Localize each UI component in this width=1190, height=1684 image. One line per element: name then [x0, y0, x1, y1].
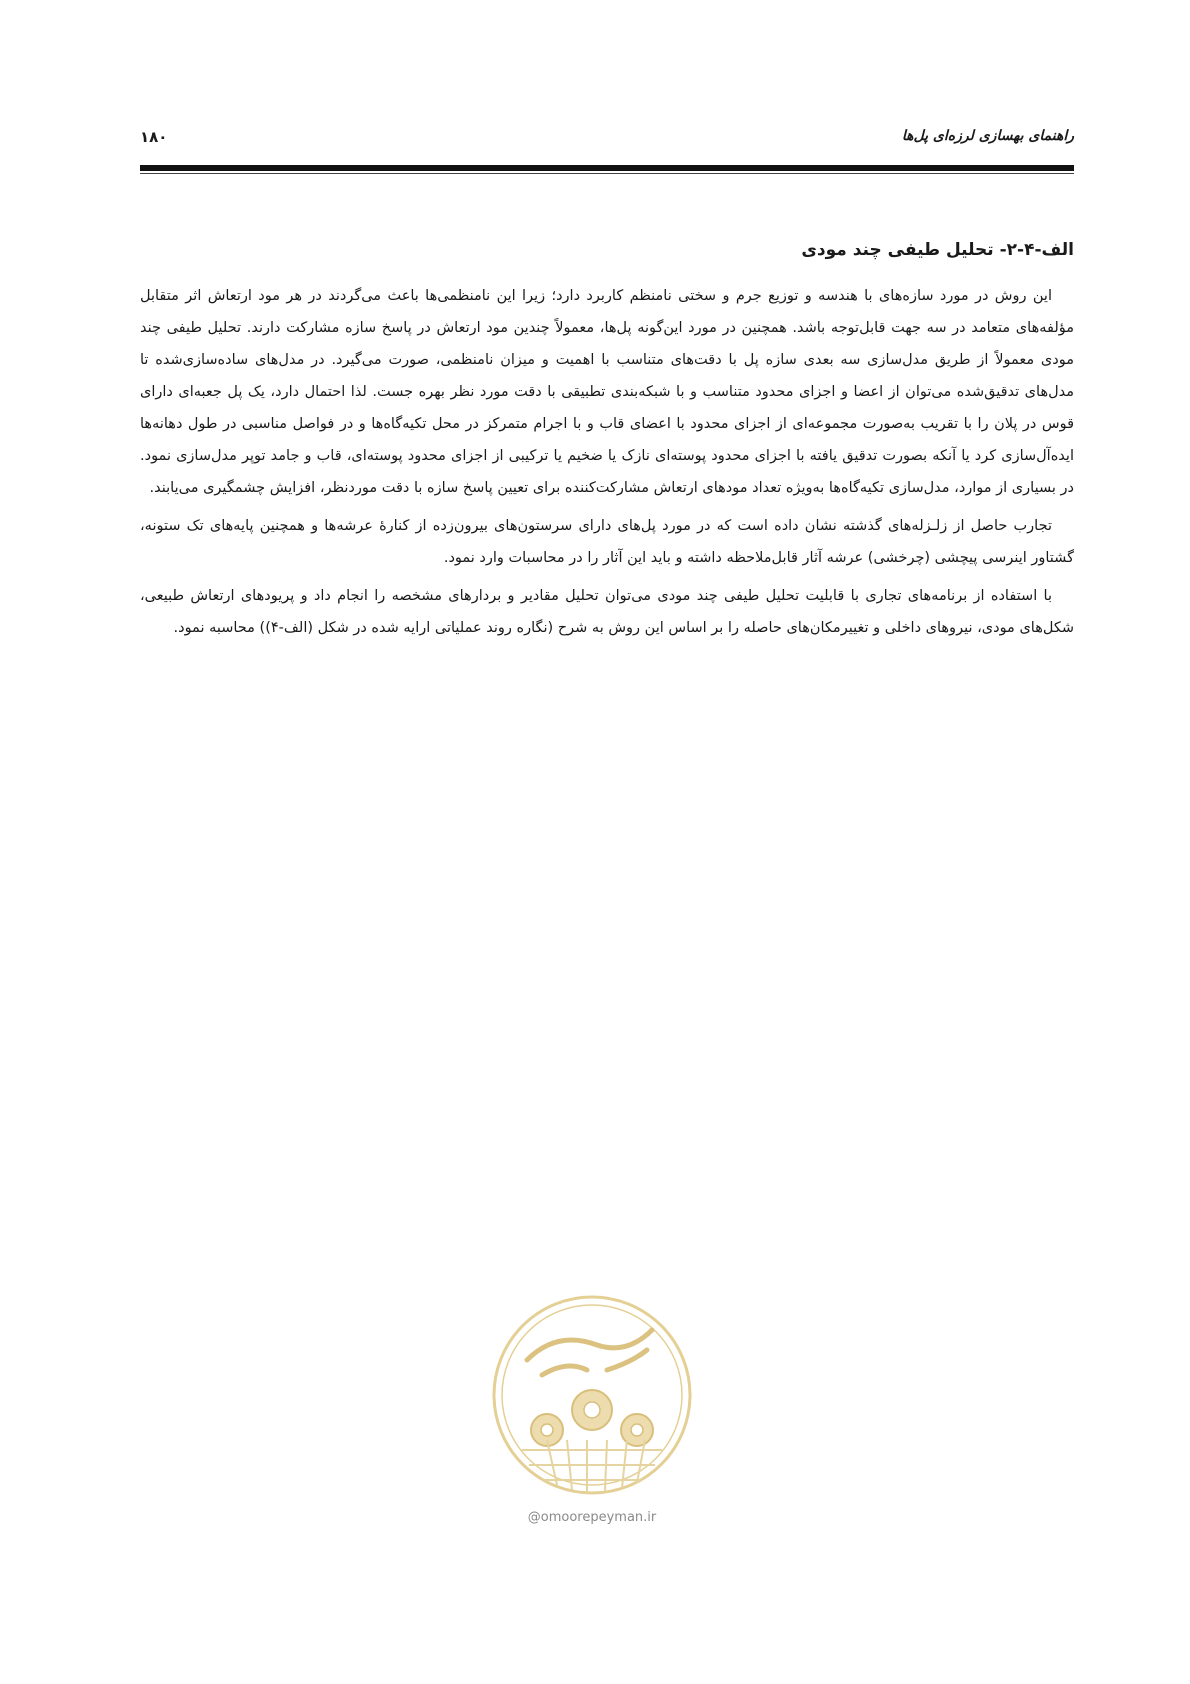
watermark-url: @omoorepeyman.ir	[527, 1510, 657, 1525]
main-content	[140, 238, 1074, 650]
paragraph-2: تجارب حاصل از زلـزله‌های گذشته نشان داده است که در مورد پل‌های دارای سرستون‌های بیرون‌زده از کنارهٔ عرشه‌ها و همچنین پایه‌های تک ستونه، گشتاور اینرسی پیچشی (چرخشی) عرشه آثار قابل‌ملاحظه داشته و باید این آثار را در محاسبات وارد نمود.	[140, 518, 1074, 566]
header-rule	[140, 165, 1074, 171]
page-header	[140, 128, 1074, 156]
section-heading: الف-۴-۲- تحلیل طیفی چند مودی	[801, 240, 1074, 260]
watermark-logo-icon	[487, 1290, 697, 1500]
running-title: راهنمای بهسازی لرزه‌ای پل‌ها	[901, 128, 1074, 144]
header-rule-thin	[140, 173, 1074, 174]
page-number: ۱۸۰	[140, 128, 168, 146]
paragraph-1: این روش در مورد سازه‌های با هندسه و توزیع جرم و سختی نامنظم کاربرد دارد؛ زیرا این نامنظمی‌ها باعث می‌گردند در هر مود ارتعاش اثر متقابل مؤلفه‌های متعامد در سه جهت قابل‌توجه باشد. همچنین در مورد این‌گونه پل‌ها، معمولاً چندین مود ارتعاش در پاسخ سازه مشارکت دارند. تحلیل طیفی چند مودی معمولاً از طریق مدل‌سازی سه بعدی سازه پل با دقت‌های متناسب با اهمیت و میزان نامنظمی، صورت می‌گیرد. در مدل‌های ساده‌سازی‌شده تا مدل‌های تدقیق‌شده می‌توان از اعضا و اجزای محدود متناسب و با شبکه‌بندی تطبیقی با دقت مورد نظر بهره جست. لذا احتمال دارد، یک پل جعبه‌ای دارای قوس در پلان را با تقریب به‌صورت مجموعه‌ای از اجزای محدود با اعضای قاب و با اجرام متمرکز در محل تکیه‌گاه‌ها و در فواصل مناسبی در طول دهانه‌ها ایده‌آل‌سازی کرد یا آنکه بصورت تدقیق یافته با اجزای محدود پوسته‌ای نازک یا ضخیم یا ترکیبی از اجزای محدود پوسته‌ای، قاب و جامد توپر مدل‌سازی نمود. در بسیاری از موارد، مدل‌سازی تکیه‌گاه‌ها به‌ویژه تعداد مودهای ارتعاش مشارکت‌کننده برای تعیین پاسخ سازه با دقت موردنظر، افزایش چشمگیری می‌یابند.	[140, 288, 1074, 496]
paragraph-3: با استفاده از برنامه‌های تجاری با قابلیت تحلیل طیفی چند مودی می‌توان تحلیل مقادیر و بردارهای مشخصه را انجام داد و پریودهای ارتعاش طبیعی، شکل‌های مودی، نیروهای داخلی و تغییرمکان‌های حاصله را بر اساس این روش به شرح (نگاره روند عملیاتی ارایه شده در شکل (الف-۴)) محاسبه نمود.	[140, 588, 1074, 636]
